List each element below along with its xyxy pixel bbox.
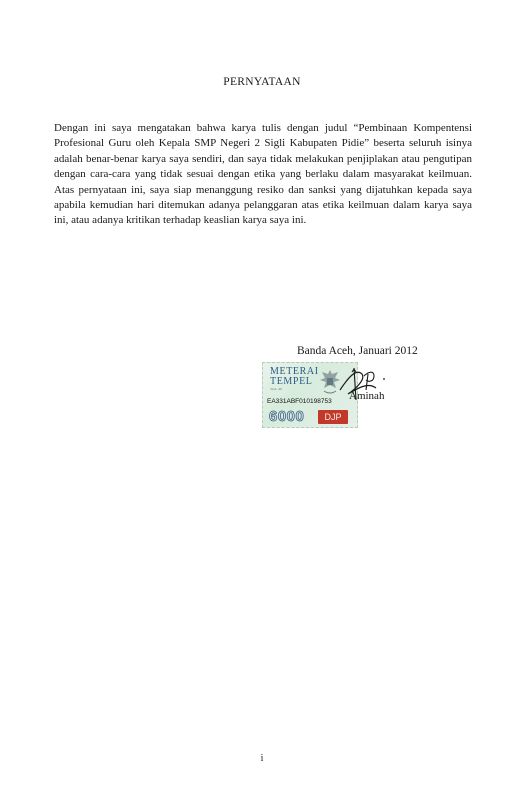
signer-name: Aminah	[349, 390, 385, 402]
stamp-serial: EA331ABF010198753	[267, 398, 332, 405]
page-number: i	[260, 753, 264, 764]
page-title: PERNYATAAN	[223, 76, 301, 88]
place-and-date: Banda Aceh, Januari 2012	[297, 345, 418, 357]
stamp-small-text: TGL. 20	[270, 387, 283, 391]
stamp-label: METERAI TEMPEL	[270, 366, 319, 387]
stamp-badge: DJP	[318, 410, 348, 424]
stamp-value: 6000	[269, 408, 305, 425]
statement-paragraph: Dengan ini saya mengatakan bahwa karya tulis dengan judul “Pembinaan Kompentensi Profesional Guru oleh Kepala SMP Negeri 2 Sigli Kabupaten Pidie” beserta seluruh isinya adalah benar-benar karya saya sendiri, dan saya tidak melakukan penjiplakan atau pengutipan dengan cara-cara yang tidak sesuai dengan etika yang berlaku dalam masyarakat keilmuan. Atas pernyataan ini, saya siap menanggung resiko dan sanksi yang dijatuhkan kepada saya apabila kemudian hari ditemukan adanya pelanggaran atas etika keilmuan dalam karya saya ini, atau adanya kritikan terhadap keaslian karya saya ini.	[54, 122, 472, 227]
